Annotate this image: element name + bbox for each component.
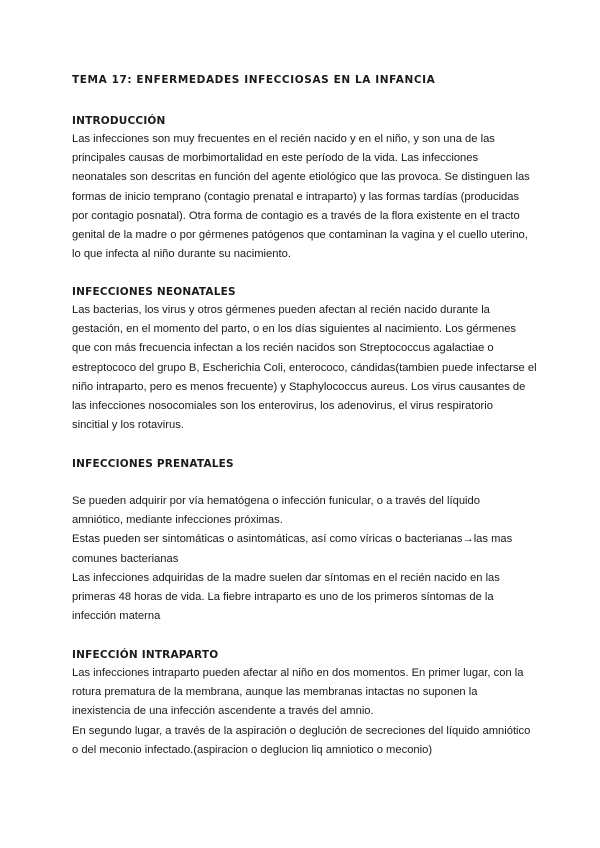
heading-introduccion: INTRODUCCIÓN [72,115,166,127]
text-line: Las infecciones adquiridas de la madre suelen dar síntomas en el recién nacido en las [72,571,500,584]
text-line: niño intraparto, pero es menos frecuente) y Staphylococcus aureus. Los virus causantes de [72,380,526,393]
text-line: o del meconio infectado.(aspiracion o deglucion liq amniotico o meconio) [72,743,433,756]
text-line: infección materna [72,610,161,623]
text-line: amniótico, mediante infecciones próximas. [72,514,283,527]
paragraph-infecciones-prenatales [72,492,542,626]
text-line: genital de la madre o por gérmenes patógenos que contaminan la vagina y el cuello uterino, [72,229,528,242]
paragraph-infeccion-intraparto [72,664,542,760]
text-line: formas de inicio temprano (contagio prenatal e intraparto) y las formas tardías (producidas [72,190,520,203]
text-line: por contagio posnatal). Otra forma de contagio es a través de la flora existente en el tracto [72,209,520,222]
text-line: las infecciones nosocomiales son los enterovirus, los adenovirus, el virus respiratorio [72,400,493,413]
text-line: lo que infecta al niño durante su nacimiento. [72,248,291,261]
text-line: Las infecciones intraparto pueden afectar al niño en dos momentos. En primer lugar, con la [72,667,524,679]
text-line: que con más frecuencia infectan a los recién nacidos son Streptococcus agalactiae o [72,342,494,355]
text-line: Las infecciones son muy frecuentes en el recién nacido y en el niño, y son una de las [72,133,495,145]
paragraph-infecciones-neonatales [72,301,542,435]
heading-infeccion-intraparto: INFECCIÓN INTRAPARTO [72,649,219,661]
text-line: inexistencia de una infección ascendente a través del amnio. [72,705,374,718]
text-line: primeras 48 horas de vida. La fiebre intraparto es uno de los primeros síntomas de la [72,591,494,604]
heading-infecciones-prenatales: INFECCIONES PRENATALES [72,458,234,470]
text-line: estreptococo del grupo B, Escherichia Coli, enterococo, cándidas(tambien puede infectarse el [72,361,537,374]
text-line: gestación, en el momento del parto, o en los días siguientes al nacimiento. Los gérmenes [72,323,517,336]
document-title: TEMA 17: ENFERMEDADES INFECCIOSAS EN LA INFANCIA [72,74,436,86]
text-line: comunes bacterianas [72,552,179,565]
text-line: Estas pueden ser sintomáticas o asintomáticas, así como víricas o bacterianas→las mas [72,533,513,546]
text-line: neonatales son descritas en función del agente etiológico que las provoca. Se distinguen las [72,171,530,184]
text-line: Las bacterias, los virus y otros gérmenes pueden afectan al recién nacido durante la [72,304,490,316]
text-line: Se pueden adquirir por vía hematógena o infección funicular, o a través del líquido [72,495,480,507]
text-line: En segundo lugar, a través de la aspiración o deglución de secreciones del líquido amniótico [72,724,531,737]
heading-infecciones-neonatales: INFECCIONES NEONATALES [72,286,236,298]
text-line: rotura prematura de la membrana, aunque las membranas intactas no suponen la [72,686,478,699]
text-line: sincitial y los rotavirus. [72,419,184,432]
text-line: principales causas de morbimortalidad en este período de la vida. Las infecciones [72,152,479,165]
paragraph-introduccion [72,130,542,264]
